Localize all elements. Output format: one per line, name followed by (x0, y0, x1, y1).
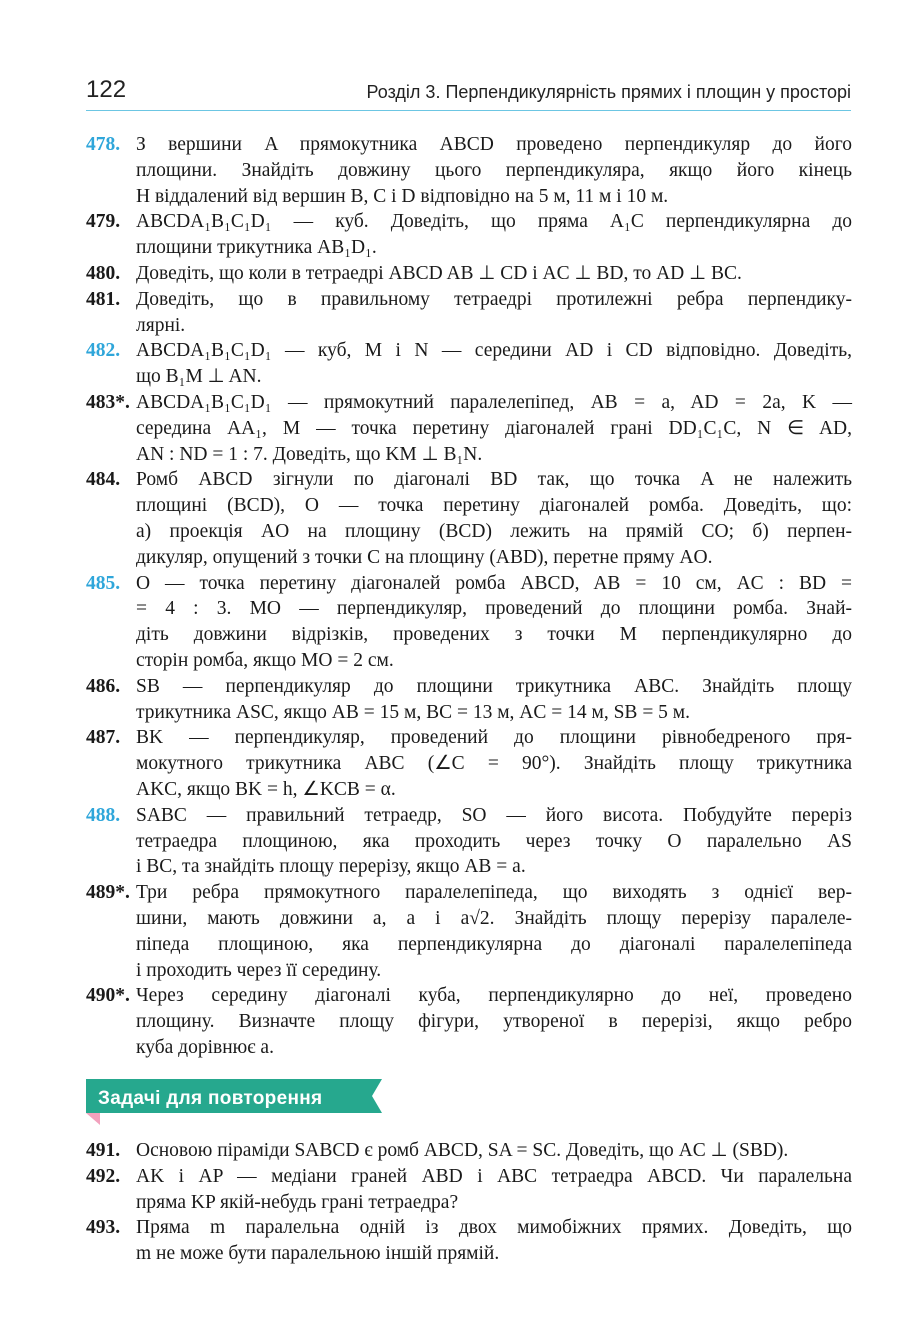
problem-line: ABCDA₁B₁C₁D₁ — куб, M і N — середини AD і CD відповідно. Доведіть, (136, 340, 852, 362)
problem-line: площини трикутника AB₁D₁. (136, 237, 377, 259)
problem-item (86, 571, 852, 674)
problem-number: 481. (86, 288, 121, 310)
problem-line: AK і AP — медіани граней ABD і ABC тетраедра ABCD. Чи паралельна (136, 1165, 852, 1187)
problem-item (86, 261, 852, 287)
problem-item (86, 880, 852, 983)
problem-line: AN : ND = 1 : 7. Доведіть, що KM ⊥ B₁N. (136, 443, 483, 465)
problem-line: ABCDA₁B₁C₁D₁ — куб. Доведіть, що пряма A₁C перпендикулярна до (136, 211, 852, 233)
problem-line: ABCDA₁B₁C₁D₁ — прямокутний паралелепіпед, AB = a, AD = 2a, K — (136, 391, 852, 413)
problem-text (136, 1138, 852, 1164)
running-title: Розділ 3. Перпендикулярність прямих і площин у просторі (366, 82, 851, 102)
problem-line: куба дорівнює a. (136, 1036, 274, 1058)
problem-line: а) проекція AO на площину (BCD) лежить на прямій CO; б) перпен- (136, 520, 852, 542)
problem-line: Ромб ABCD зігнули по діагоналі BD так, що точка A не належить (136, 469, 852, 491)
problem-item (86, 287, 852, 339)
problem-item (86, 1164, 852, 1216)
problem-number: 479. (86, 211, 121, 233)
problem-line: лярні. (136, 314, 186, 336)
problem-line: площини. Знайдіть довжину цього перпендикуляра, якщо його кінець (136, 159, 852, 181)
problem-text (136, 571, 852, 674)
problem-line: AKC, якщо BK = h, ∠KCB = α. (136, 778, 396, 800)
problem-line: Доведіть, що коли в тетраедрі ABCD AB ⊥ CD і AC ⊥ BD, то AD ⊥ BC. (136, 262, 742, 284)
problem-line: мокутного трикутника ABC (∠C = 90°). Знайдіть площу трикутника (136, 753, 852, 775)
problem-line: і проходить через її середину. (136, 959, 382, 981)
problem-text (136, 338, 852, 390)
problem-line: H віддалений від вершин B, C і D відповідно на 5 м, 11 м і 10 м. (136, 185, 669, 207)
problem-line: O — точка перетину діагоналей ромба ABCD, AB = 10 см, AC : BD = (136, 572, 852, 594)
problem-number: 488. (86, 804, 121, 826)
problem-item (86, 983, 852, 1060)
problem-text (136, 209, 852, 261)
problem-line: шини, мають довжини a, a і a√2. Знайдіть площу перерізу паралеле- (136, 907, 852, 929)
problem-line: і BC, та знайдіть площу перерізу, якщо AB = a. (136, 856, 526, 878)
problem-line: трикутника ASC, якщо AB = 15 м, BC = 13 м, AC = 14 м, SB = 5 м. (136, 701, 691, 723)
problem-list (86, 132, 852, 1061)
problem-item (86, 725, 852, 802)
problem-line: сторін ромба, якщо MO = 2 см. (136, 649, 394, 671)
problem-line: BK — перпендикуляр, проведений до площини рівнобедреного пря- (136, 727, 852, 749)
problem-line: Основою піраміди SABCD є ромб ABCD, SA = SC. Доведіть, що AC ⊥ (SBD). (136, 1140, 789, 1161)
problem-line: Доведіть, що в правильному тетраедрі протилежні ребра перпендику- (136, 288, 852, 310)
problem-line: Пряма m паралельна одній із двох мимобіжних прямих. Доведіть, що (136, 1217, 852, 1239)
problem-text (136, 674, 852, 726)
review-problem-list (86, 1138, 852, 1267)
problem-item (86, 132, 852, 209)
problem-text (136, 880, 852, 983)
problem-line: З вершини A прямокутника ABCD проведено перпендикуляр до його (136, 134, 852, 155)
problem-item (86, 467, 852, 570)
problem-number: 483*. (86, 391, 130, 413)
problem-item (86, 674, 852, 726)
problem-item (86, 1138, 852, 1164)
problem-number: 493. (86, 1217, 121, 1239)
problem-item (86, 338, 852, 390)
problem-number: 492. (86, 1165, 121, 1187)
problem-text (136, 725, 852, 802)
header-rule (86, 110, 851, 111)
problem-number: 482. (86, 340, 121, 362)
problem-text (136, 132, 852, 209)
section-banner (86, 1079, 382, 1125)
problem-line: площині (BCD), O — точка перетину діагоналей ромба. Доведіть, що: (136, 495, 852, 517)
problem-line: Через середину діагоналі куба, перпендикулярно до неї, проведено (136, 985, 852, 1007)
problem-number: 478. (86, 134, 121, 155)
problem-number: 491. (86, 1140, 121, 1161)
problem-line: середина AA₁, M — точка перетину діагоналей грані DD₁C₁C, N ∈ AD, (136, 417, 852, 439)
section-title: Задачі для повторення (98, 1088, 323, 1109)
problem-item (86, 390, 852, 467)
problem-line: m не може бути паралельною іншій прямій. (136, 1243, 500, 1265)
problem-text (136, 390, 852, 467)
problem-item (86, 1215, 852, 1267)
problem-line: пряма KP якій-небудь грані тетраедра? (136, 1191, 459, 1213)
problem-number: 490*. (86, 985, 130, 1007)
problem-number: 485. (86, 572, 121, 594)
problem-line: що B₁M ⊥ AN. (136, 366, 262, 388)
problem-item (86, 209, 852, 261)
problem-line: тетраедра площиною, яка проходить через точку O паралельно AS (136, 830, 852, 852)
problem-line: діть довжини відрізків, проведених з точки M перпендикулярно до (136, 624, 852, 646)
problem-line: SB — перпендикуляр до площини трикутника ABC. Знайдіть площу (136, 675, 852, 697)
problem-text (136, 1215, 852, 1267)
problem-text (136, 983, 852, 1060)
problem-line: SABC — правильний тетраедр, SO — його висота. Побудуйте переріз (136, 804, 852, 826)
problem-line: Три ребра прямокутного паралелепіпеда, що виходять з однієї вер- (136, 882, 852, 904)
page-number: 122 (86, 76, 127, 103)
problem-number: 484. (86, 469, 121, 491)
problem-text (136, 1164, 852, 1216)
problem-text (136, 261, 852, 287)
problem-number: 486. (86, 675, 121, 697)
problem-item (86, 803, 852, 880)
problem-number: 487. (86, 727, 121, 749)
problem-number: 480. (86, 262, 121, 284)
problem-line: площину. Визначте площу фігури, утвореної в перерізі, якщо ребро (136, 1011, 852, 1033)
problem-number: 489*. (86, 882, 130, 904)
problem-text (136, 287, 852, 339)
problem-line: = 4 : 3. MO — перпендикуляр, проведений до площини ромба. Знай- (136, 598, 852, 620)
problem-line: піпеда площиною, яка перпендикулярна до діагоналі паралелепіпеда (136, 933, 852, 955)
problem-text (136, 803, 852, 880)
problem-text (136, 467, 852, 570)
problem-line: дикуляр, опущений з точки C на площину (ABD), перетне пряму AO. (136, 546, 713, 568)
